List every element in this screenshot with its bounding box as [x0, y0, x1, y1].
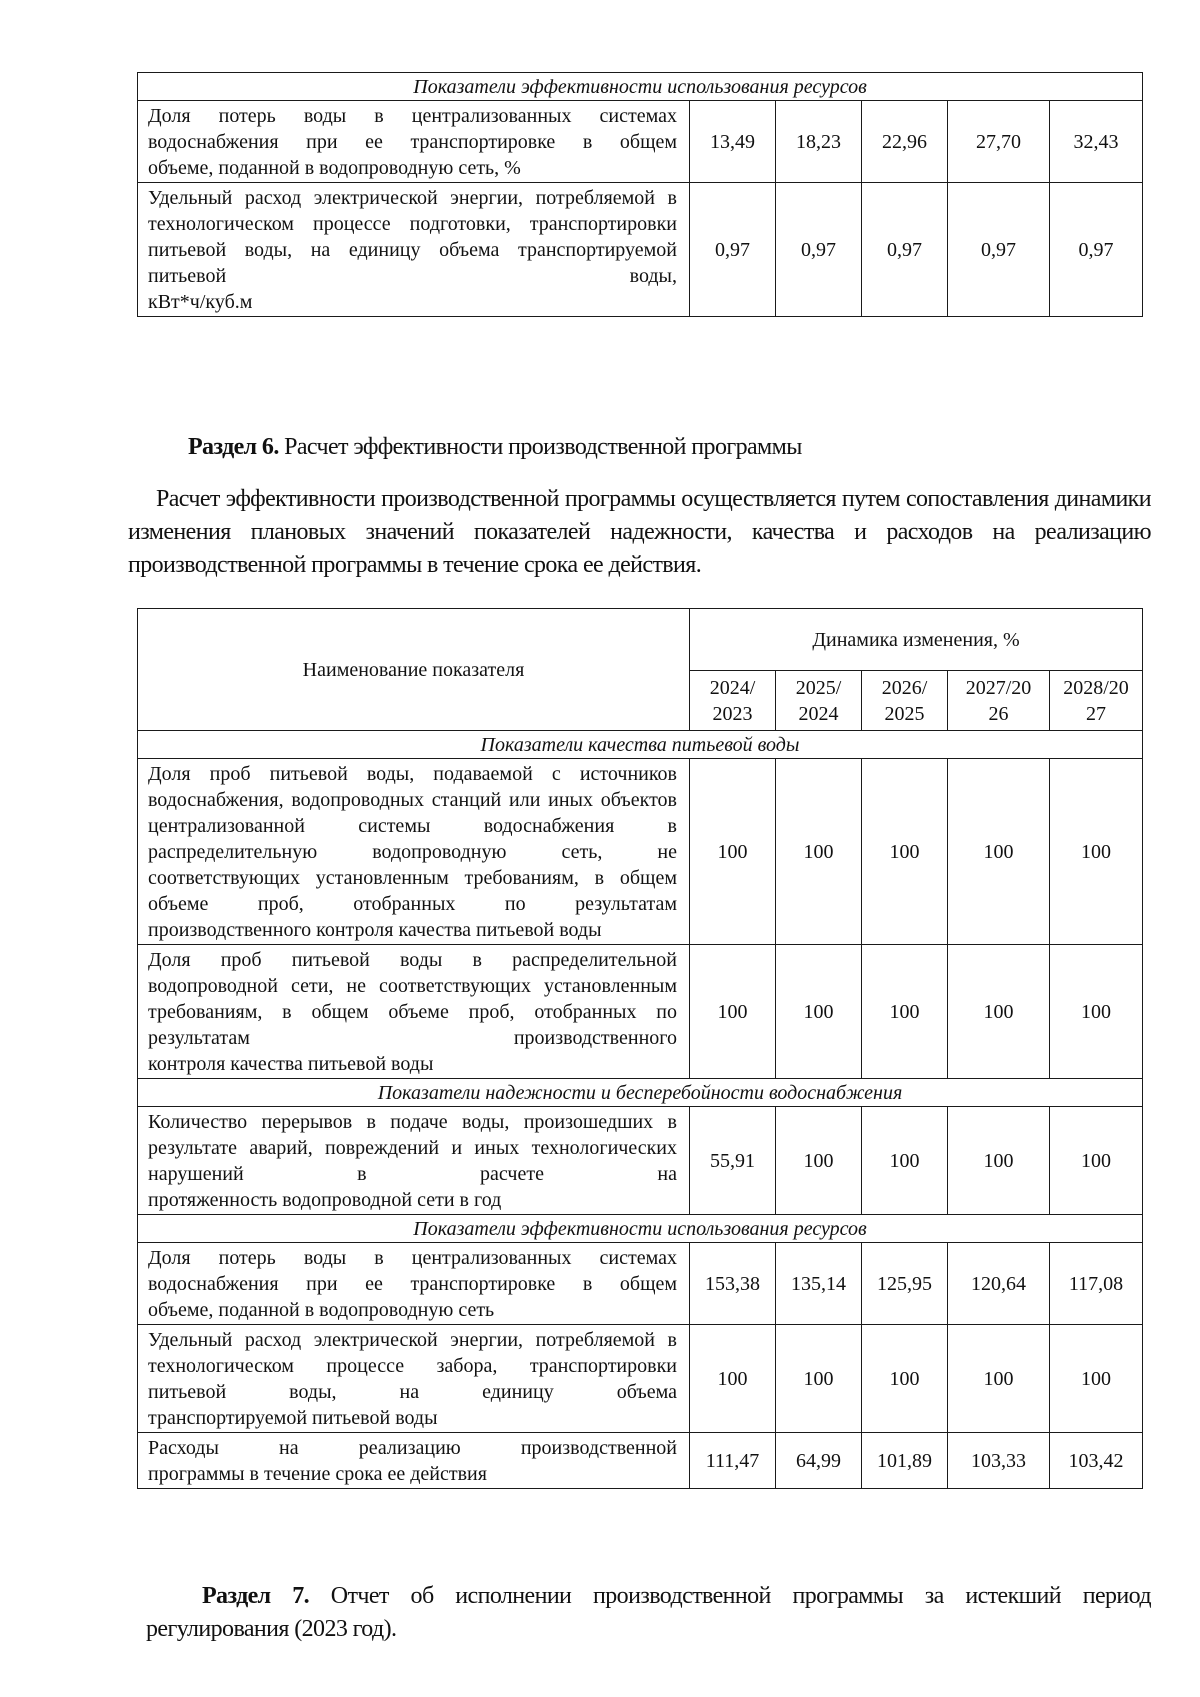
section-title: Показатели качества питьевой воды: [138, 731, 1143, 759]
indicator-name-text: Расходы на реализацию производственной: [148, 1436, 677, 1459]
period-line: 2024/: [709, 676, 756, 699]
indicator-name-text: Удельный расход электрической энергии, потребляемой в технологическом процессе забора, транспортировки питьевой воды, на единицу объема: [148, 1328, 677, 1403]
section-6-paragraph: Расчет эффективности производственной программы осуществляется путем сопоставления динамики изменения плановых значений показателей надежности, качества и расходов на реализацию производственной программы в течение срока ее действия.: [128, 486, 1151, 578]
section-title: Показатели эффективности использования ресурсов: [138, 1215, 1143, 1243]
table-section-row: [138, 1215, 1143, 1243]
value-cell: 0,97: [776, 183, 862, 317]
value-cell: 100: [948, 1107, 1050, 1215]
table-row: [138, 945, 1143, 1079]
table-row: [138, 1433, 1143, 1489]
value-cell: 117,08: [1050, 1243, 1143, 1325]
indicator-name-last-line: кВт*ч/куб.м: [148, 290, 253, 313]
table-row: [138, 1243, 1143, 1325]
value-cell: 100: [690, 759, 776, 945]
value-cell: 111,47: [690, 1433, 776, 1489]
section-6-title: Расчет эффективности производственной программы: [278, 434, 802, 460]
value-cell: 125,95: [862, 1243, 948, 1325]
period-line: 2025/: [795, 676, 842, 699]
table-row: [138, 1107, 1143, 1215]
section-7-paragraph: [146, 1580, 1151, 1646]
indicator-name: [138, 1433, 690, 1489]
value-cell: 100: [862, 1325, 948, 1433]
value-cell: 27,70: [948, 101, 1050, 183]
period-header: [948, 671, 1050, 731]
table-row: [138, 1325, 1143, 1433]
table-section-row: [138, 73, 1143, 101]
period-line: 2028/20: [1063, 676, 1129, 699]
value-cell: 153,38: [690, 1243, 776, 1325]
period-line: 2024: [798, 702, 839, 725]
value-cell: 100: [690, 1325, 776, 1433]
table-row: [138, 759, 1143, 945]
period-line: 2025: [884, 702, 925, 725]
period-line: 2026/: [881, 676, 928, 699]
period-header: [862, 671, 948, 731]
table-row: [138, 101, 1143, 183]
section-7-text: Отчет об исполнении производственной программы за истекший период регулирования (2023 год).: [146, 1583, 1151, 1642]
indicator-name-header: Наименование показателя: [138, 609, 690, 731]
indicator-name: [138, 1107, 690, 1215]
resource-efficiency-table: [137, 72, 1143, 317]
value-cell: 0,97: [862, 183, 948, 317]
table-row: [138, 183, 1143, 317]
dynamics-group-header: Динамика изменения, %: [690, 609, 1143, 671]
value-cell: 100: [776, 945, 862, 1079]
section-title: Показатели эффективности использования ресурсов: [138, 73, 1143, 101]
indicator-name-text: Доля потерь воды в централизованных системах водоснабжения при ее транспортировке в общем: [148, 104, 677, 153]
period-line: 2023: [712, 702, 753, 725]
value-cell: 32,43: [1050, 101, 1143, 183]
table-section-row: [138, 731, 1143, 759]
indicator-name: [138, 1325, 690, 1433]
value-cell: 100: [1050, 759, 1143, 945]
value-cell: 100: [1050, 1107, 1143, 1215]
value-cell: 0,97: [690, 183, 776, 317]
indicator-name-last-line: программы в течение срока ее действия: [148, 1462, 487, 1485]
indicator-name: [138, 945, 690, 1079]
table-section-row: [138, 1079, 1143, 1107]
period-header: [1050, 671, 1143, 731]
period-header: [690, 671, 776, 731]
section-title: Показатели надежности и бесперебойности водоснабжения: [138, 1079, 1143, 1107]
value-cell: 135,14: [776, 1243, 862, 1325]
indicator-name: [138, 101, 690, 183]
period-line: 2027/20: [965, 676, 1032, 699]
period-line: 27: [1086, 702, 1106, 725]
value-cell: 100: [690, 945, 776, 1079]
value-cell: 18,23: [776, 101, 862, 183]
period-header: [776, 671, 862, 731]
value-cell: 100: [776, 1325, 862, 1433]
value-cell: 13,49: [690, 101, 776, 183]
value-cell: 103,42: [1050, 1433, 1143, 1489]
indicator-name: [138, 759, 690, 945]
value-cell: 100: [862, 1107, 948, 1215]
indicator-name-text: Удельный расход электрической энергии, потребляемой в технологическом процессе подготовки, транспортировки питьевой воды, на единицу объема транспортируемой питьевой воды,: [148, 186, 677, 287]
indicator-name-last-line: производственного контроля качества питьевой воды: [148, 918, 602, 941]
value-cell: 100: [776, 759, 862, 945]
period-line: 26: [988, 702, 1009, 725]
header-row: [138, 609, 1143, 671]
section-6-number: Раздел 6.: [188, 434, 279, 460]
value-cell: 100: [948, 1325, 1050, 1433]
indicator-name-text: Количество перерывов в подаче воды, произошедших в результате аварий, повреждений и иных технологических нарушений в расчете на: [148, 1110, 677, 1185]
value-cell: 120,64: [948, 1243, 1050, 1325]
indicator-name-last-line: объеме, поданной в водопроводную сеть, %: [148, 156, 521, 179]
indicator-name-last-line: протяженность водопроводной сети в год: [148, 1188, 502, 1211]
value-cell: 100: [862, 945, 948, 1079]
value-cell: 0,97: [1050, 183, 1143, 317]
indicator-name: [138, 183, 690, 317]
section-6-heading: [188, 432, 802, 462]
value-cell: 64,99: [776, 1433, 862, 1489]
value-cell: 100: [862, 759, 948, 945]
value-cell: 100: [1050, 945, 1143, 1079]
value-cell: 0,97: [948, 183, 1050, 317]
indicator-name-text: Доля проб питьевой воды, подаваемой с источников водоснабжения, водопроводных станций или иных объектов централизованной системы водоснабжения в распределительную водопроводную сеть, не соответствующих установленным требованиям, в общем объеме проб, отобранных по результатам: [148, 762, 677, 915]
indicator-name-text: Доля проб питьевой воды в распределительной водопроводной сети, не соответствующих установленным требованиям, в общем объеме проб, отобранных по результатам производственного: [148, 948, 677, 1049]
dynamics-table: [137, 608, 1143, 1489]
indicator-name-text: Доля потерь воды в централизованных системах водоснабжения при ее транспортировке в общем: [148, 1246, 677, 1295]
value-cell: 22,96: [862, 101, 948, 183]
indicator-name: [138, 1243, 690, 1325]
indicator-name-last-line: транспортируемой питьевой воды: [148, 1406, 438, 1429]
indicator-name-last-line: контроля качества питьевой воды: [148, 1052, 434, 1075]
indicator-name-last-line: объеме, поданной в водопроводную сеть: [148, 1298, 495, 1321]
section-7-number: Раздел 7.: [202, 1583, 310, 1609]
value-cell: 101,89: [862, 1433, 948, 1489]
value-cell: 55,91: [690, 1107, 776, 1215]
value-cell: 100: [948, 759, 1050, 945]
value-cell: 103,33: [948, 1433, 1050, 1489]
value-cell: 100: [948, 945, 1050, 1079]
value-cell: 100: [776, 1107, 862, 1215]
value-cell: 100: [1050, 1325, 1143, 1433]
